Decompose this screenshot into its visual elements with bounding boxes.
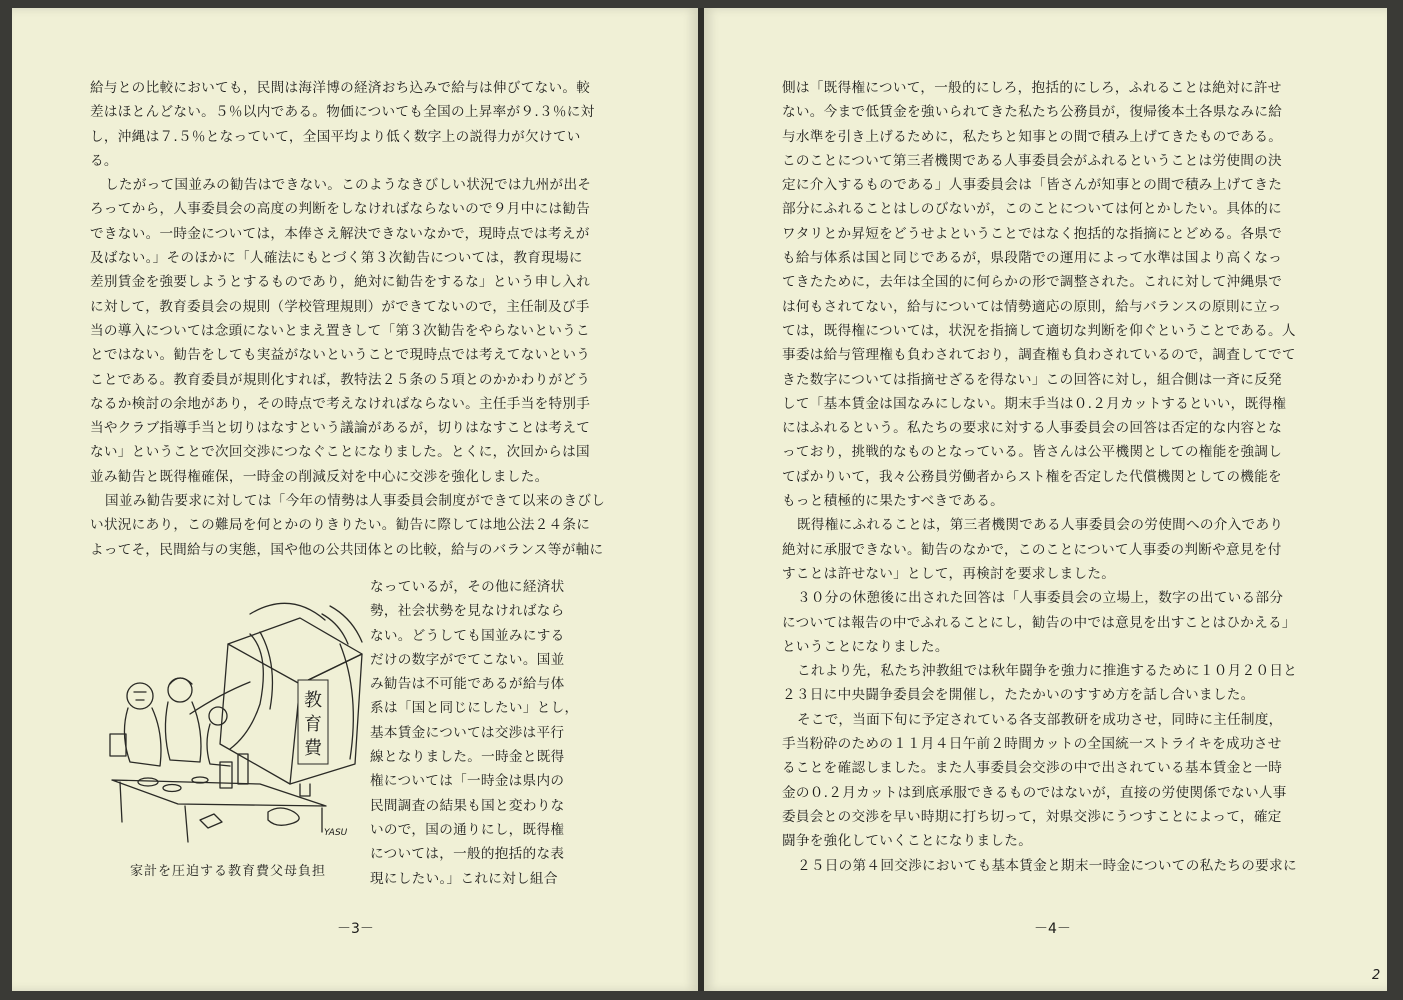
line: 部分にふれることはしのびないが，このことについては何とかしたい。具体的に <box>782 201 1282 218</box>
line: も給与体系は国と同じであるが，県段階での運用によって水準は国より高くなっ <box>782 250 1283 267</box>
line: し，沖縄は７.５％となっていて，全国平均より低く数字上の説得力が欠けてい <box>90 128 581 145</box>
line: 基本賃金については交渉は平行 <box>370 724 565 741</box>
page-number-left: －3－ <box>337 921 374 937</box>
line: 線となりました。一時金と既得 <box>370 749 565 766</box>
page-number-right: －4－ <box>1034 921 1071 937</box>
line: 定に介入するものである」人事委員会は「皆さんが知事との間で積み上げてきた <box>782 177 1283 194</box>
line: てきたために，去年は全国的に何らかの形で調整された。これに対して沖縄県で <box>782 274 1283 291</box>
line: ことである。教育委員が規則化すれば，教特法２５条の５項とのかかわりがどう <box>90 371 591 388</box>
line: にはふれるという。私たちの要求に対する人事委員会の回答は否定的な内容とな <box>782 420 1283 437</box>
line: ることを確認しました。また人事委員会交渉の中で出されている基本賃金と一時 <box>782 760 1283 777</box>
line: 手当粉砕のための１１月４日午前２時間カットの全国統一ストライキを成功させ <box>782 736 1282 753</box>
svg-text:教育費: 教育費 <box>304 690 322 759</box>
line: 及ばない。」そのほかに「人確法にもとづく第３次勧告については，教育現場に <box>90 250 583 267</box>
right-text <box>782 76 1312 878</box>
line: 事委は給与管理権も負わされており，調査権も負わされているので，調査してでて <box>782 347 1296 364</box>
line: は何もされてない，給与については情勢適応の原則，給与バランスの原則に立っ <box>782 298 1282 315</box>
line: 並み勧告と既得権確保，一時金の削減反対を中心に交渉を強化しました。 <box>90 468 549 485</box>
line: に対して，教育委員会の規則（学校管理規則）ができてないので，主任制及び手 <box>90 298 590 315</box>
line: 側は「既得権について，一般的にしろ，抱括的にしろ，ふれることは絶対に許せ <box>782 80 1282 96</box>
box-label <box>298 680 328 764</box>
line: すことは許せない」として，再検討を要求しました。 <box>782 565 1116 582</box>
line: きた数字については指摘せざるを得ない」この回答に対し，組合側は一斉に反発 <box>782 371 1282 388</box>
line: これより先，私たち沖教組では秋年闘争を強力に推進するために１０月２０日と <box>796 663 1298 680</box>
left-page <box>12 8 698 991</box>
line: 民間調査の結果も国と変わりな <box>370 797 565 814</box>
line: ワタリとか昇短をどうせよということではなく抱括的な指摘にとどめる。各県で <box>782 225 1283 242</box>
line: 当やクラブ指導手当と切りはなすという議論があるが，切りはなすことは考えて <box>90 420 591 437</box>
line: 金の０.２月カットは到底承服できるものではないが，直接の労使関係でない人事 <box>782 784 1287 801</box>
line: 差はほとんどない。５％以内である。物価についても全国の上昇率が９.３％に対 <box>90 104 595 121</box>
line: したがって国並みの勧告はできない。このようなきびしい状況では九州が出そ <box>104 177 592 194</box>
line: このことについて第三者機関である人事委員会がふれるということは労使間の決 <box>782 152 1282 169</box>
line: して「基本賃金は国なみにしない。期末手当は０.２月カットするといい，既得権 <box>782 395 1287 412</box>
line: いので，国の通りにし，既得権 <box>370 821 565 838</box>
line: だけの数字がでてこない。国並 <box>370 651 565 668</box>
line: 与水準を引き上げるために，私たちと知事との間で積み上げてきたものである。 <box>782 128 1283 145</box>
illustration-signature: YASU <box>324 828 348 838</box>
line: てばかりいて，我々公務員労働者からスト権を否定した代償機関としての機能を <box>782 468 1282 485</box>
line: 給与との比較においても，民間は海洋博の経済おち込みで給与は伸びてない。較 <box>90 80 591 96</box>
line: 委員会との交渉を早い時期に打ち切って，対県交渉にうつすことによって，確定 <box>782 808 1282 825</box>
line: 闘争を強化していくことになりました。 <box>782 833 1033 850</box>
line: ない」ということで次回交渉につなぐことになりました。とくに，次回からは国 <box>90 444 590 461</box>
line: る。 <box>90 152 118 169</box>
line: ということになりました。 <box>782 638 949 655</box>
line: ない。どうしても国並みにする <box>370 627 565 644</box>
line: 国並み勧告要求に対しては「今年の情勢は人事委員会制度ができて以来のきびし <box>104 493 606 510</box>
line: なっているが，その他に経済状 <box>370 579 565 595</box>
line: 勢，社会状勢を見なければなら <box>370 603 565 620</box>
line: ては，既得権については，状況を指摘して適切な判断を仰ぐということである。人 <box>782 322 1296 339</box>
illustration-caption: 家計を圧迫する教育費父母負担 <box>130 864 327 879</box>
line: い状況にあり，この難局を何とかのりきりたい。勧告に際しては地公法２４条に <box>90 517 591 534</box>
line: っており，挑戦的なものとなっている。皆さんは公平機関としての権能を強調し <box>782 444 1283 461</box>
line: そこで，当面下旬に予定されている各支部教研を成功させ，同時に主任制度， <box>796 711 1283 728</box>
line: なるか検討の余地があり，その時点で考えなければならない。主任手当を特別手 <box>90 395 591 412</box>
line: できない。一時金については，本俸さえ解決できないなかで，現時点では考えが <box>90 225 590 242</box>
left-text-top <box>90 76 616 562</box>
line: 権については「一時金は県内の <box>370 773 565 790</box>
line: ２５日の第４回交渉においても基本賃金と期末一時金についての私たちの要求に <box>796 857 1297 874</box>
line: については報告の中でふれることにし，勧告の中では意見を出すことはひかえる」 <box>782 614 1296 631</box>
line: よってそ，民間給与の実態，国や他の公共団体との比較，給与のバランス等が軸に <box>90 541 604 558</box>
line: とではない。勧告をしても実益がないということで現時点では考えてないという <box>90 347 591 364</box>
line: ろってから，人事委員会の高度の判断をしなければならないので９月中には勧告 <box>90 201 591 218</box>
corner-mark: 2 <box>1372 968 1381 983</box>
line: ない。今まで低賃金を強いられてきた私たち公務員が，復帰後本土各県なみに給 <box>782 104 1283 121</box>
line: については，一般的抱括的な表 <box>370 846 565 863</box>
line: ２３日に中央闘争委員会を開催し，たたかいのすすめ方を話し合いました。 <box>782 687 1255 704</box>
right-page <box>704 8 1387 991</box>
line: 差別賃金を強要しようとするものであり，絶対に勧告をするな」という申し入れ <box>90 274 591 291</box>
line: 当の導入については念頭にないとまえ置きして「第３次勧告をやらないというこ <box>90 322 590 339</box>
line: み勧告は不可能であるが給与体 <box>370 676 565 693</box>
line: もっと積極的に果たすべきである。 <box>782 493 1005 510</box>
line: 既得権にふれることは，第三者機関である人事委員会の労使間への介入であり <box>796 517 1284 534</box>
line: 絶対に承服できない。勧告のなかで，このことについて人事委の判断や意見を付 <box>782 541 1282 558</box>
line: 系は「国と同じにしたい」とし， <box>370 700 579 717</box>
left-text-column <box>370 575 620 891</box>
line: 現にしたい。」これに対し組合 <box>370 870 558 887</box>
line: ３０分の休憩後に出された回答は「人事委員会の立場上，数字の出ている部分 <box>796 590 1284 607</box>
cartoon-illustration <box>100 584 368 848</box>
